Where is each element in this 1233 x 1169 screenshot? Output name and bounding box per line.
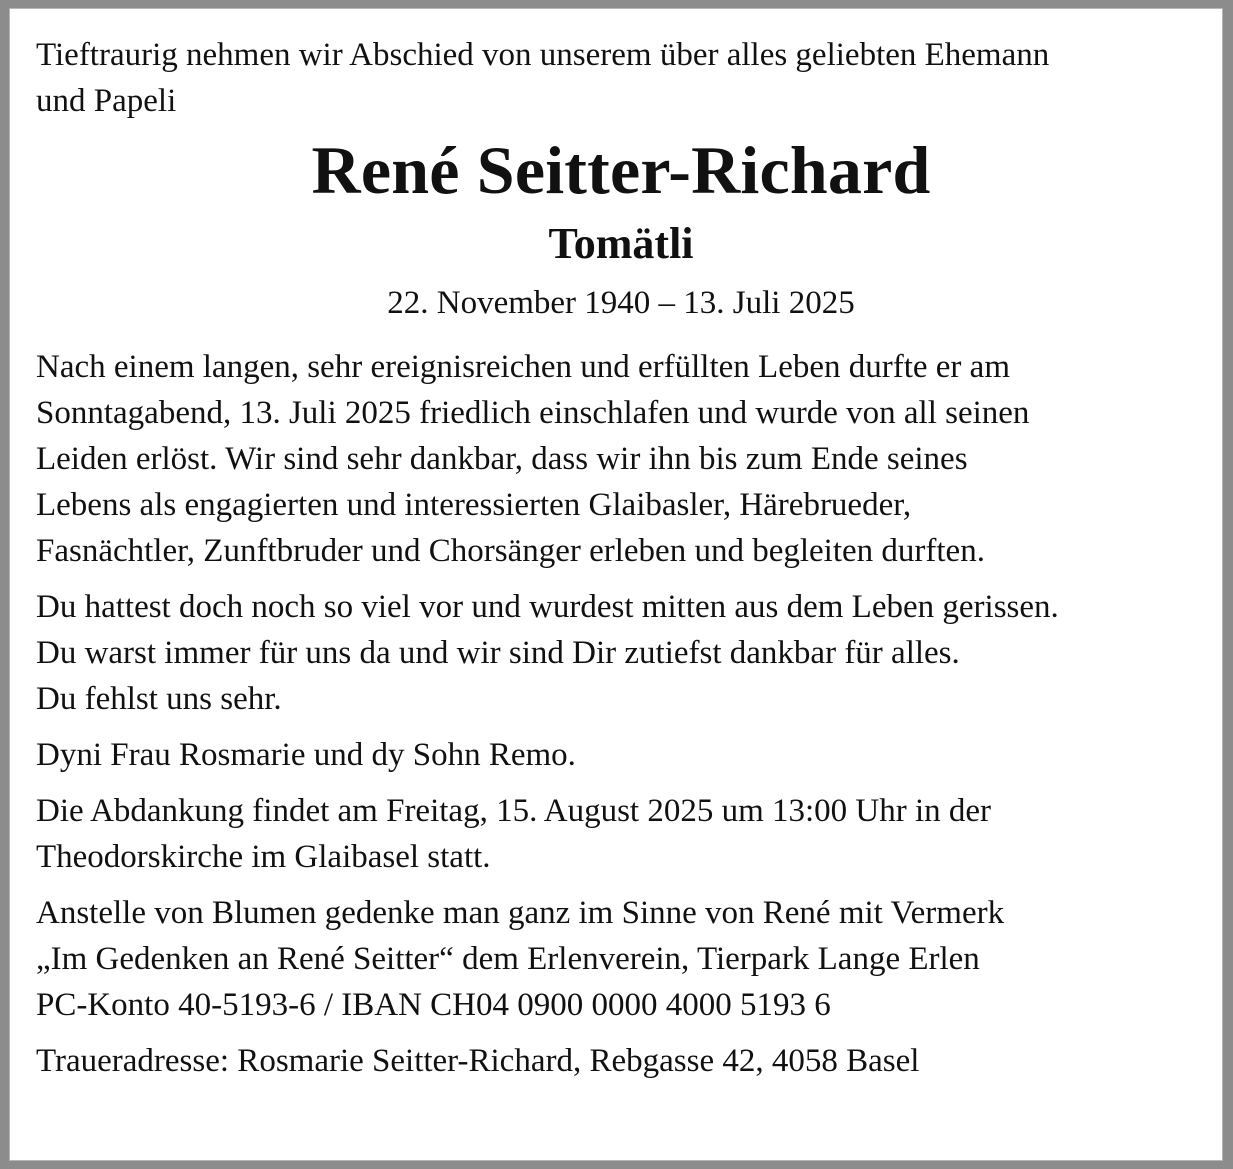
paragraph-life: Nach einem langen, sehr ereignisreichen und erfüllten Leben durfte er am Sonntagabend, 13. Juli 2025 friedlich einschlafen und wurde von all seinen Leiden erlöst. Wir sind sehr dankbar, dass wir ihn bis zum Ende seines Lebens als engagierten und interessierten Glaibasler, Härebrueder, Fasnächtler, Zunftbruder und Chorsänger erleben und begleiten durften. xyxy=(36,349,1030,569)
paragraph-address: Traueradresse: Rosmarie Seitter-Richard, Rebgasse 42, 4058 Basel xyxy=(36,1043,920,1079)
deceased-name: René Seitter-Richard xyxy=(311,132,931,208)
paragraph-family: Dyni Frau Rosmarie und dy Sohn Remo. xyxy=(36,737,576,773)
paragraph-service: Die Abdankung findet am Freitag, 15. August 2025 um 13:00 Uhr in der Theodorskirche im Glaibasel statt. xyxy=(36,793,992,875)
intro-text: Tieftraurig nehmen wir Abschied von unserem über alles geliebten Ehemann und Papeli xyxy=(36,37,1050,119)
paragraph-farewell: Du hattest doch noch so viel vor und wurdest mitten aus dem Leben gerissen. Du warst immer für uns da und wir sind Dir zutiefst dankbar für alles. Du fehlst uns sehr. xyxy=(36,589,1059,717)
obituary-notice xyxy=(36,32,1206,1084)
deceased-nickname: Tomätli xyxy=(548,219,694,268)
paragraph-donation: Anstelle von Blumen gedenke man ganz im Sinne von René mit Vermerk „Im Gedenken an René Seitter“ dem Erlenverein, Tierpark Lange Erlen PC-Konto 40-5193-6 / IBAN CH04 0900 0000 4000 5193 6 xyxy=(36,895,1005,1023)
life-dates: 22. November 1940 – 13. Juli 2025 xyxy=(387,285,855,321)
